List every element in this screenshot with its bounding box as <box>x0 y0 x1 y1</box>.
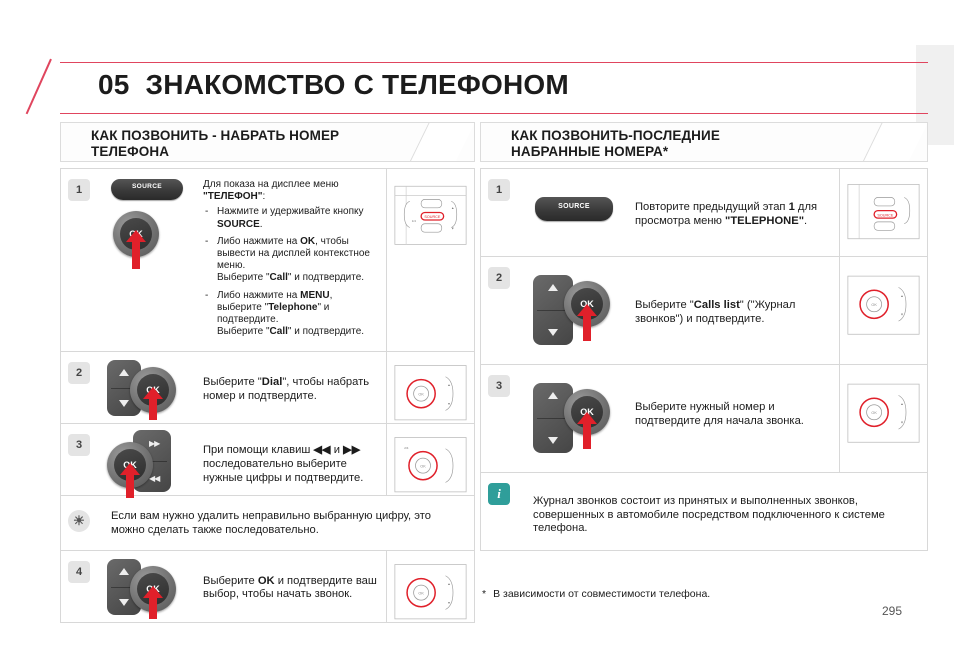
fast-forward-icon: ▶▶ <box>149 439 160 449</box>
up-arrow-icon <box>119 568 129 575</box>
control-illustration-pad-ok <box>97 352 197 423</box>
svg-text:OK: OK <box>871 411 877 416</box>
table-row <box>61 551 474 623</box>
red-arrow-icon <box>149 597 157 619</box>
dashboard-illustration <box>386 424 474 495</box>
control-illustration-pad-ok <box>97 551 197 622</box>
left-steps-table <box>60 168 475 623</box>
svg-text:▲: ▲ <box>900 293 904 298</box>
chapter-title-text: ЗНАКОМСТВО С ТЕЛЕФОНОМ <box>145 69 569 100</box>
svg-text:OK: OK <box>420 464 426 469</box>
control-illustration-ok-ffrw <box>97 424 197 495</box>
right-heading-line2: НАБРАННЫЕ НОМЕРА* <box>511 143 669 159</box>
step-3-text: При помощи клавиш ◀◀ и ▶▶ последовательно выберите нужные цифры и подтвердите. <box>203 444 364 484</box>
source-button-graphic <box>111 179 183 200</box>
right-column <box>480 122 928 551</box>
svg-text:SOURCE: SOURCE <box>877 213 894 218</box>
step-1-bullet-1: - Нажмите и удерживайте кнопку SOURCE. <box>203 206 378 230</box>
left-section-header <box>60 122 475 162</box>
svg-text:▼: ▼ <box>451 226 455 231</box>
info-text: Журнал звонков состоит из принятых и выполненных звонков, совершенных в автомобиле посредством подключенного к системе телефона. <box>533 495 885 535</box>
step-badge: 2 <box>68 362 90 384</box>
step-2-text: Выберите "Dial", чтобы набрать номер и подтвердите. <box>203 376 370 403</box>
dashboard-illustration <box>839 365 927 472</box>
left-heading-line2: ТЕЛЕФОНА <box>91 143 170 159</box>
svg-text:2/4: 2/4 <box>404 446 409 451</box>
step-1-bullet-3: - Либо нажмите на MENU, выберите "Telephone" и подтвердите. Выберите "Call" и подтвердите. <box>203 290 378 339</box>
table-row <box>61 352 474 424</box>
red-arrow-icon <box>126 474 134 498</box>
svg-text:▲: ▲ <box>447 383 451 388</box>
info-icon: i <box>488 483 510 505</box>
footnote-marker: * <box>482 588 487 600</box>
step-1-text <box>197 169 386 351</box>
table-row <box>481 365 927 473</box>
page-title <box>98 69 569 101</box>
footnote-text: В зависимости от совместимости телефона. <box>493 588 711 600</box>
left-heading-line1: КАК ПОЗВОНИТЬ - НАБРАТЬ НОМЕР <box>91 128 340 143</box>
dashboard-illustration <box>839 257 927 364</box>
red-arrow-icon <box>583 315 591 341</box>
dashboard-svg <box>393 430 468 524</box>
svg-text:▲: ▲ <box>447 581 451 586</box>
step-1-bullet-2: - Либо нажмите на OK, чтобы вывести на дисплей контекстное меню. Выберите "Call" и подтвердите. <box>203 236 378 285</box>
tip-text: Если вам нужно удалить неправильно выбранную цифру, это можно сделать также последовательно. <box>111 510 431 537</box>
svg-text:▼: ▼ <box>447 600 451 605</box>
down-arrow-icon <box>548 329 558 336</box>
tip-bulb-icon: ☀ <box>68 510 90 532</box>
svg-text:OK: OK <box>418 392 424 397</box>
svg-text:1/4: 1/4 <box>411 218 416 223</box>
step-badge: 3 <box>488 375 510 397</box>
header-corner-decoration <box>409 122 475 162</box>
control-illustration-pad-ok <box>517 257 629 364</box>
step-badge: 1 <box>68 179 90 201</box>
dashboard-svg <box>846 371 921 465</box>
red-arrow-icon <box>132 241 140 269</box>
dashboard-illustration <box>386 169 474 351</box>
info-row <box>481 473 927 551</box>
rewind-icon: ◀◀ <box>149 474 160 484</box>
page-number: 295 <box>881 604 902 618</box>
step-badge: 2 <box>488 267 510 289</box>
up-arrow-icon <box>548 284 558 291</box>
control-illustration-pad-ok <box>517 365 629 472</box>
footnote <box>482 588 710 600</box>
svg-text:SOURCE: SOURCE <box>424 215 441 220</box>
table-row <box>481 257 927 365</box>
dashboard-svg <box>846 263 921 357</box>
table-row <box>61 169 474 352</box>
step-badge: 4 <box>68 561 90 583</box>
control-illustration-source <box>517 169 629 256</box>
chapter-slash-decoration <box>36 61 70 115</box>
left-column <box>60 122 475 623</box>
svg-text:▼: ▼ <box>447 402 451 407</box>
control-illustration-source-ok <box>97 169 197 351</box>
svg-text:OK: OK <box>871 303 877 308</box>
red-arrow-icon <box>149 398 157 420</box>
table-row <box>61 424 474 496</box>
right-step-2-text: Выберите "Calls list" ("Журнал звонков") и подтвердите. <box>635 299 796 325</box>
step-badge: 3 <box>68 434 90 456</box>
dashboard-illustration <box>839 169 927 256</box>
dashboard-svg <box>846 175 921 269</box>
up-arrow-icon <box>119 369 129 376</box>
right-section-header <box>480 122 928 162</box>
down-arrow-icon <box>548 437 558 444</box>
source-button-graphic <box>535 197 613 221</box>
down-arrow-icon <box>119 599 129 606</box>
table-row <box>481 169 927 257</box>
right-heading-line1: КАК ПОЗВОНИТЬ-ПОСЛЕДНИЕ <box>511 128 720 143</box>
right-steps-table <box>480 168 928 551</box>
right-step-3-text: Выберите нужный номер и подтвердите для начала звонка. <box>635 401 804 427</box>
svg-text:▼: ▼ <box>900 312 904 317</box>
up-arrow-icon <box>548 392 558 399</box>
source-button-label: SOURCE <box>131 183 162 190</box>
svg-text:▼: ▼ <box>900 420 904 425</box>
svg-text:OK: OK <box>418 591 424 596</box>
dashboard-svg <box>393 175 468 269</box>
down-arrow-icon <box>119 400 129 407</box>
chapter-number: 05 <box>98 69 130 100</box>
dashboard-svg <box>393 557 468 651</box>
header-corner-decoration <box>862 122 928 162</box>
source-button-label: SOURCE <box>558 203 590 210</box>
svg-text:▲: ▲ <box>900 401 904 406</box>
dashboard-illustration <box>386 551 474 622</box>
svg-text:▲: ▲ <box>451 205 455 210</box>
step-4-text: Выберите OK и подтвердите ваш выбор, чтобы начать звонок. <box>203 574 377 601</box>
chapter-header <box>60 62 928 114</box>
red-arrow-icon <box>583 423 591 449</box>
step-1-intro: Для показа на дисплее меню "ТЕЛЕФОН": <box>203 179 339 203</box>
right-step-1-text: Повторите предыдущий этап 1 для просмотра меню "TELEPHONE". <box>635 201 818 227</box>
dashboard-illustration <box>386 352 474 423</box>
step-badge: 1 <box>488 179 510 201</box>
